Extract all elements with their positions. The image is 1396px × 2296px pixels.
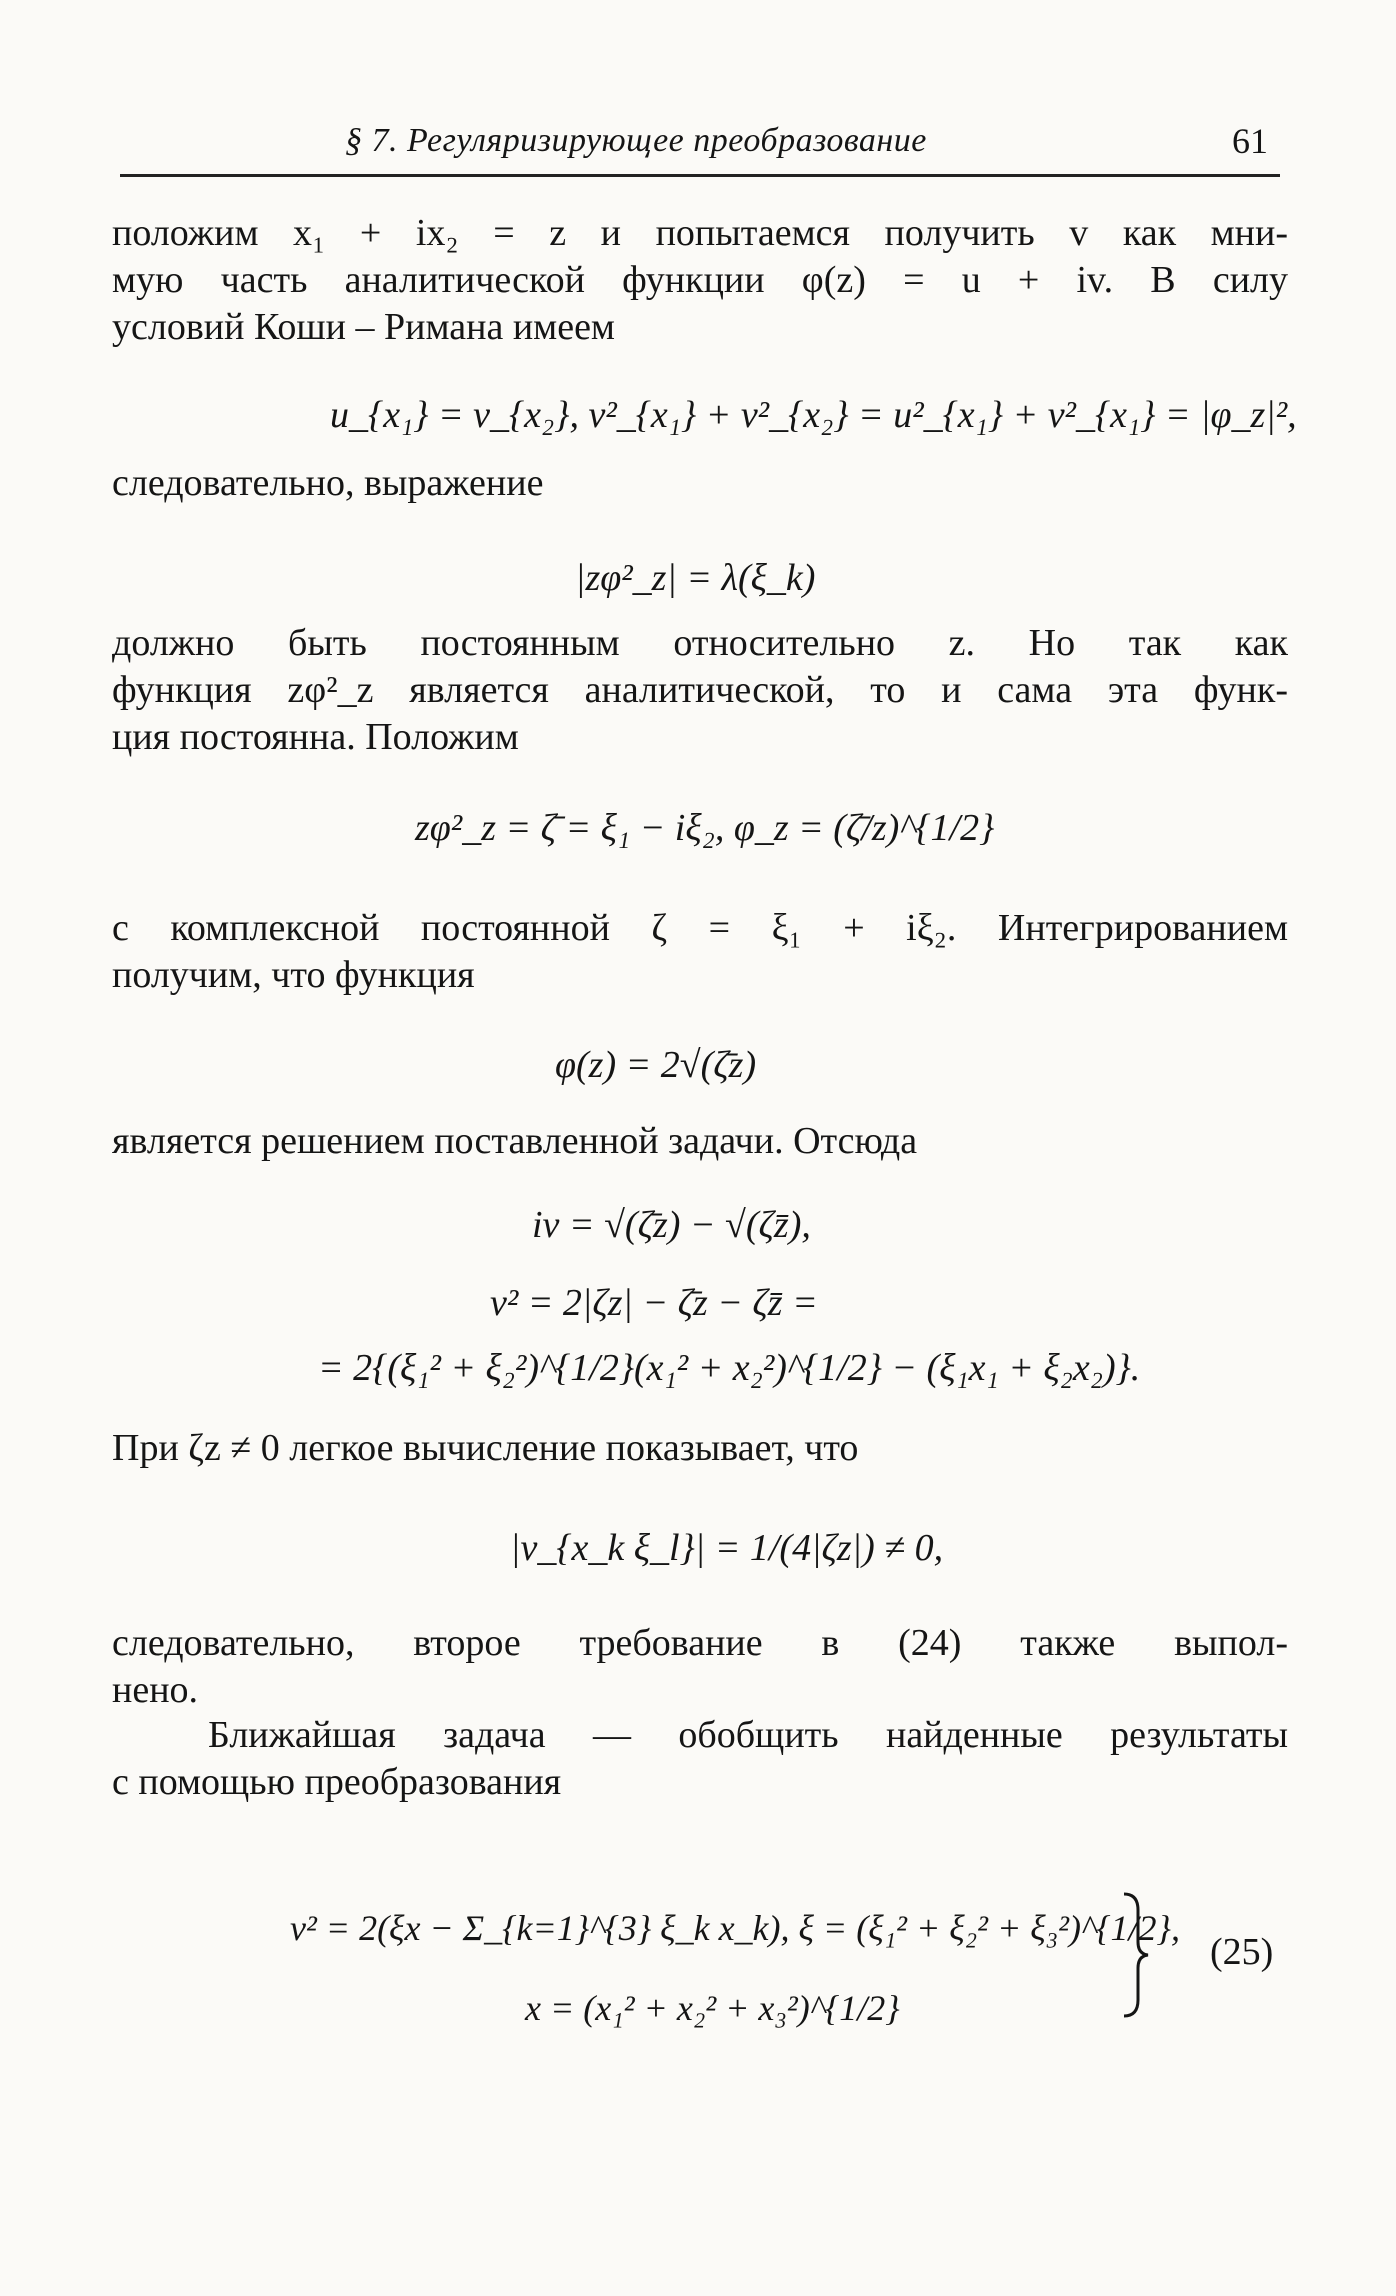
text-line: следовательно, выражение xyxy=(112,462,544,504)
equation-3: zφ²_z = ζ̄ = ξ₁ − iξ₂, φ_z = (ζ̄/z)^{1/2} xyxy=(415,807,995,849)
text-line: должно быть постоянным относительно z. Но так как xyxy=(112,622,1288,664)
paragraph-1 xyxy=(112,210,1288,351)
text-line: получим, что функция xyxy=(112,954,475,996)
text-line: ция постоянна. Положим xyxy=(112,716,519,758)
text-line: условий Коши – Римана имеем xyxy=(112,306,615,348)
text-line: мую часть аналитической функции φ(z) = u + iv. В силу xyxy=(112,259,1288,301)
header-title: § 7. Регуляризирующее преобразование xyxy=(345,122,927,159)
equation-5b: v² = 2|ζz| − ζ̄z − ζz̄ = xyxy=(490,1282,818,1324)
running-header xyxy=(120,118,1280,177)
text-line: с комплексной постоянной ζ = ξ₁ + iξ₂. Интегрированием xyxy=(112,907,1288,949)
paragraph-2 xyxy=(112,460,1288,507)
equation-7a: v² = 2(ξx − Σ_{k=1}^{3} ξ_k x_k), ξ = (ξ₁² + ξ₂² + ξ₃²)^{1/2}, xyxy=(290,1908,1180,1948)
paragraph-3 xyxy=(112,620,1288,761)
page-number: 61 xyxy=(1232,121,1268,161)
text-line: является решением поставленной задачи. Отсюда xyxy=(112,1120,918,1162)
text-line: функция zφ²_z является аналитической, то и сама эта функ- xyxy=(112,669,1288,711)
equation-6: |v_{x_k ξ_l}| = 1/(4|ζz|) ≠ 0, xyxy=(510,1527,944,1569)
equation-5a: iv = √(ζ̄z) − √(ζz̄), xyxy=(532,1204,811,1246)
paragraph-4 xyxy=(112,905,1288,999)
equation-7b: x = (x₁² + x₂² + x₃²)^{1/2} xyxy=(525,1988,900,2028)
equation-4: φ(z) = 2√(ζ̄z) xyxy=(555,1044,757,1086)
text-line: следовательно, второе требование в (24) также выпол- xyxy=(112,1622,1288,1664)
equation-number: (25) xyxy=(1210,1931,1274,1973)
right-brace xyxy=(1120,1890,1150,2020)
paragraph-8 xyxy=(112,1712,1288,1806)
paragraph-6 xyxy=(112,1425,1288,1472)
text-line: При ζz ≠ 0 легкое вычисление показывает, что xyxy=(112,1427,859,1469)
text-line: с помощью преобразования xyxy=(112,1761,562,1803)
equation-5c: = 2{(ξ₁² + ξ₂²)^{1/2}(x₁² + x₂²)^{1/2} − (ξ₁x₁ + ξ₂x₂)}. xyxy=(318,1347,1141,1389)
paragraph-7 xyxy=(112,1620,1288,1714)
equation-1: u_{x₁} = v_{x₂}, v²_{x₁} + v²_{x₂} = u²_{x₁} + v²_{x₁} = |φ_z|², xyxy=(330,394,1297,436)
text-line: Ближайшая задача — обобщить найденные результаты xyxy=(208,1714,1288,1756)
paragraph-5 xyxy=(112,1118,1288,1165)
equation-2: |zφ²_z| = λ(ξ_k) xyxy=(575,557,816,599)
text-line: нено. xyxy=(112,1669,199,1711)
text-line: положим x₁ + ix₂ = z и попытаемся получить v как мни- xyxy=(112,212,1288,254)
